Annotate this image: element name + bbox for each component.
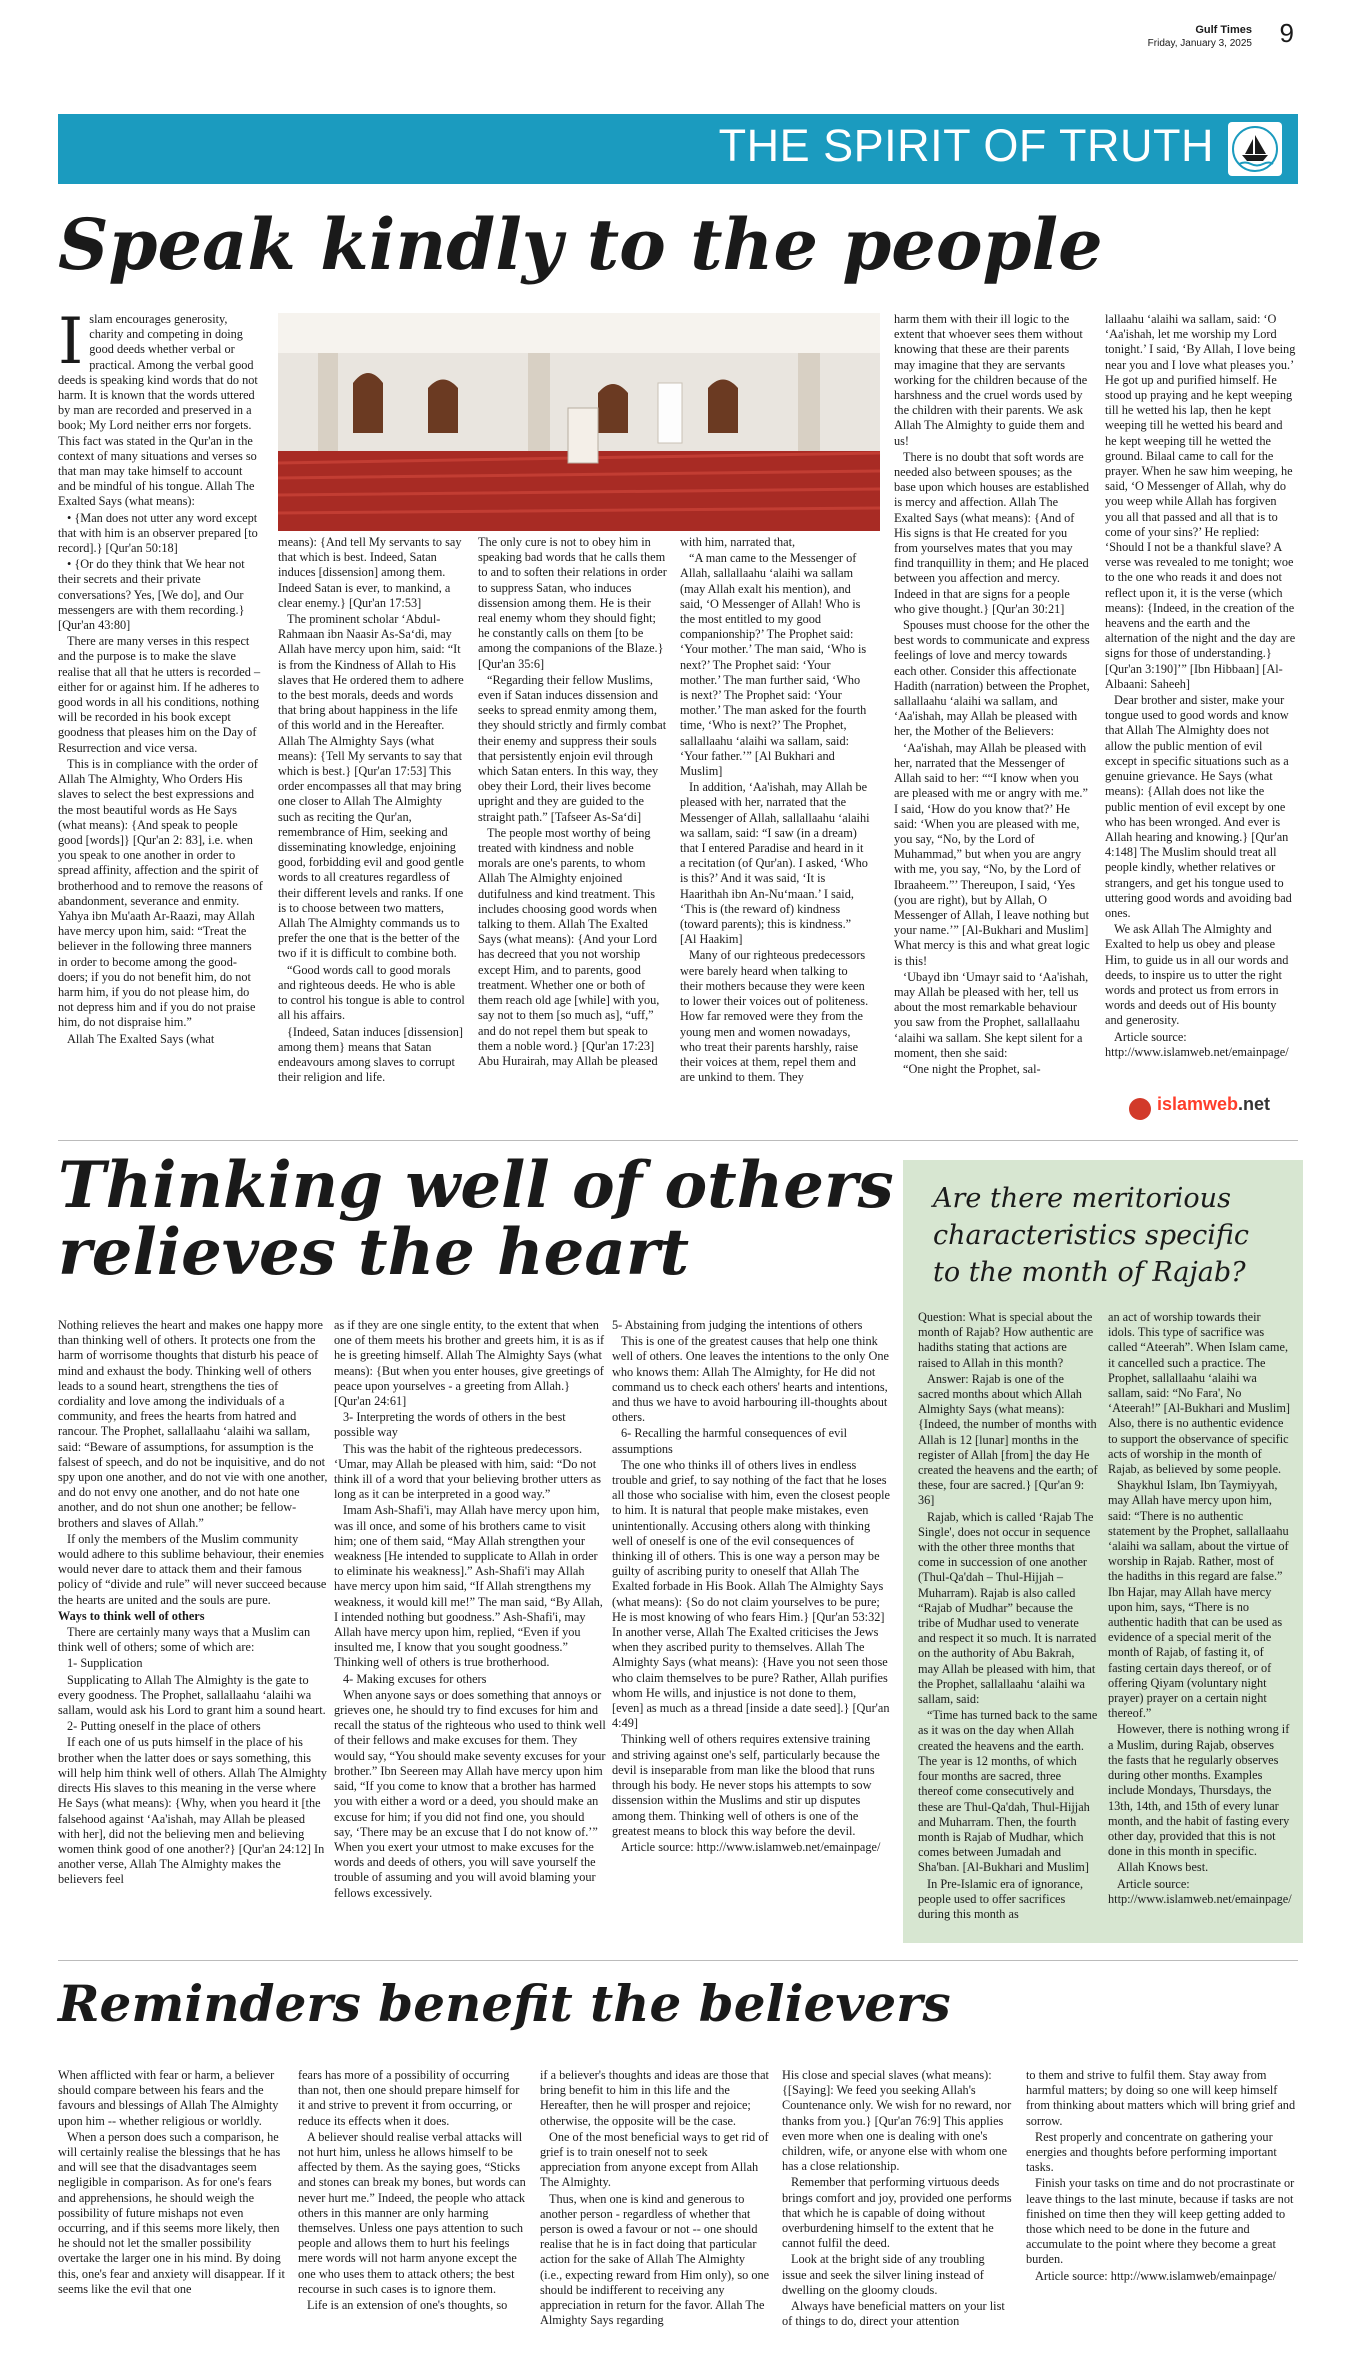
- masthead: [58, 16, 1298, 58]
- article2-para: There are certainly many ways that a Muslim can think well of others; some of which are:: [58, 1625, 311, 1655]
- article3-column-1: [58, 2068, 286, 2358]
- sidebar-para: an act of worship towards their idols. This type of sacrifice was called “Ateerah”. When Islam came, it cancelled such a practice. The Prophet, sallallaahu ‘alaihi wa sallam, said: “No Fara', No ‘Ateerah!” [Al-Bukhari and Muslim] Also, there is no authentic evidence to support the observance of specific acts of worship in the month of Rajab, as believed by some people.: [1108, 1310, 1291, 1477]
- article3-para: When a person does such a comparison, he will certainly realise the blessings that he has and will see that the disadvantages seem negligible in comparison. As for one's fears and apprehensions, he should weigh the possibility of future mishaps not even occurring, and if this seems more likely, then he should not let the smaller possibility overtake the larger one in his mind. By doing this, one's fear and anxiety will disappear. If it seems like the evil that one: [58, 2129, 285, 2296]
- article3-para: if a believer's thoughts and ideas are those that bring benefit to him in this life and the Hereafter, then he will prosper and rejoice; otherwise, the opposite will be the case.: [540, 2068, 769, 2128]
- article1-para: • {Man does not utter any word except that with him is an observer prepared [to record].} [Qur'an 50:18]: [58, 510, 258, 556]
- sidebar-para: However, there is nothing wrong if a Muslim, during Rajab, observes the fasts that he regularly observes during other months. Examples include Mondays, Thursdays, the 13th, 14th, and 15th of every lunar month, and the habit of fasting every other day, provided that this is not done in this month in specific.: [1108, 1722, 1290, 1859]
- article1-column-4: [680, 535, 870, 1085]
- article1-para: Dear brother and sister, make your tongue used to good words and know that Allah The Almighty does not allow the public mention of evil except in specific situations such as a genuine grievance. He Says (what means): {Allah does not like the public mention of evil except by one who has been wronged. And ever is Allah hearing and knowing.} [Qur'an 4:148] The Muslim should treat all people kindly, whether relatives or strangers, and get his tongue used to uttering good words and avoiding bad ones.: [1105, 693, 1292, 920]
- article1-para: harm them with their ill logic to the extent that whoever sees them without knowing that these are their parents may imagine that they are servants working for the children because of the harshness and the cruel words used by the children with their parents. We ask Allah The Almighty to guide them and us!: [894, 312, 1088, 448]
- logo-suffix: .net: [1238, 1094, 1271, 1114]
- article-source: Article source: http://www.islamweb/emainpage/: [1035, 2268, 1277, 2283]
- article1-para: There is no doubt that soft words are needed also between spouses; as the base upon which houses are established is mercy and affection. Allah The Exalted Says (what means): {And of His signs is that He created for you from yourselves mates that you may find tranquillity in them; and He placed between you affection and mercy. Indeed in that are signs for a people who give thought.} [Qur'an 30:21]: [894, 449, 1089, 616]
- article3-para: Look at the bright side of any troubling issue and seek the silver lining instead of dwelling on the gloomy clouds.: [782, 2252, 985, 2297]
- article2-para: This was the habit of the righteous predecessors. ‘Umar, may Allah be pleased with him, said: “Do not think ill of a word that your believing brother utters as long as it can be interpreted in a good way.”: [334, 1441, 602, 1502]
- article2-para: 1- Supplication: [67, 1656, 143, 1671]
- article3-para: Thus, when one is kind and generous to another person - regardless of whether that person is owed a favour or not -- one should realise that he is in fact doing that particular action for the sake of Allah The Almighty (i.e., expecting reward from Him only), so one should be indifferent to receiving any appreciation in return for the favor. Allah The Almighty Says regarding: [540, 2191, 770, 2328]
- article1-para: Allah The Exalted Says (what: [67, 1031, 215, 1046]
- article1-para: “Good words call to good morals and righteous deeds. He who is able to control his tongue is able to control all his affairs.: [278, 962, 465, 1023]
- article2-para: 6- Recalling the harmful consequences of evil assumptions: [612, 1426, 848, 1456]
- article-source: Article source: http://www.islamweb.net/emainpage/: [1108, 1876, 1292, 1906]
- mosque-interior-photo: [278, 313, 880, 531]
- article1-para: “A man came to the Messenger of Allah, sallallaahu ‘alaihi wa sallam (may Allah exalt his mention), and said, ‘O Messenger of Allah! Who is the most entitled to my good companionship?’ The Prophet said: ‘Your mother.’ The man said, ‘Who is next?’ The Prophet said: ‘Your mother.’ The man further said, ‘Who is next?’ The Prophet said: ‘Your mother.’ The man asked for the fourth time, ‘Who is next?’ The Prophet, sallallaahu ‘alaihi wa sallam, said: ‘Your father.’” [Al Bukhari and Muslim]: [680, 551, 867, 779]
- article1-para: lallaahu ‘alaihi wa sallam, said: ‘O ‘Aa'ishah, let me worship my Lord tonight.’ I said, ‘By Allah, I love being near you and I love what pleases you.’ He got up and purified himself. He stood up praying and he kept weeping till he wetted his lap, then he kept weeping till he wetted his beard and he kept weeping till he wetted the ground. Bilaal came to call for the prayer. When he saw him weeping, he said, ‘O Messenger of Allah, why do you weep while Allah has forgiven you all that passed and all that is to come of your sins?’ He replied: ‘Should I not be a thankful slave? A verse was revealed to me tonight; woe to the one who reads it and does not reflect upon it, it is the verse (which means): {Indeed, in the creation of the heavens and the earth and the alternation of the night and the day are signs for those of understanding.}[Qur'an 3:190]’” [Ibn Hibbaan] [Al-Albaani: Saheeh]: [1105, 312, 1296, 691]
- article3-column-5: [1026, 2068, 1298, 2358]
- article2-para: The one who thinks ill of others lives in endless trouble and grief, to say nothing of the fact that he loses all those who socialise with him, even the closest people to him. It is natural that people make mistakes, even unintentionally. Accusing others along with thinking well of oneself is one of the evil consequences of thinking ill of others. This is one way a person may be guilty of ascribing purity to oneself that Allah The Exalted forbade in His Book. Allah The Almighty Says (what means): {So do not claim yourselves to be pure; He is most knowing of who fears Him.} [Qur'an 53:32] In another verse, Allah The Exalted criticises the Jews when they ascribed purity to themselves. Allah The Almighty Says (what means): {Have you not seen those who claim themselves to be pure? Rather, Allah purifies whom He wills, and injustice is not done to them, [even] as much as a thread [inside a date seed].} [Qur'an 4:49]: [612, 1457, 890, 1731]
- article3-para: Rest properly and concentrate on gathering your energies and thoughts before performing important tasks.: [1026, 2129, 1277, 2175]
- article3-para: Always have beneficial matters on your list of things to do, direct your attention: [782, 2299, 1005, 2329]
- article1-para: “One night the Prophet, sal-: [903, 1061, 1041, 1076]
- article1-para: ‘Ubayd ibn ‘Umayr said to ‘Aa'ishah, may Allah be pleased with her, tell us about the most remarkable behaviour you saw from the Prophet, sallallaahu ‘alaihi wa sallam. She kept silent for a moment, then she said:: [894, 969, 1089, 1060]
- article2-para: as if they are one single entity, to the extent that when one of them meets his brother and greets him, it is as if he is greeting himself. Allah The Almighty Says (what means): {But when you enter houses, give greetings of peace upon yourselves - a greeting from Allah.} [Qur'an 24:61]: [334, 1318, 605, 1409]
- article3-para: A believer should realise verbal attacks will not hurt him, unless he allows himself to be affected by them. As the saying goes, “Sticks and stones can break my bones, but words can never hurt me.” Indeed, the people who attack others in this manner are only harming themselves. Unless one pays attention to such people and allows them to hurt his feelings mere words will not harm anyone except the one who uses them to attack others; the best recourse in such cases is to ignore them.: [298, 2129, 526, 2296]
- rajab-sidebar: [903, 1160, 1303, 1943]
- article2-para: When anyone says or does something that annoys or grieves one, he should try to find excuses for him and recall the status of the righteous who used to think well of their fellows and make excuses for them. They would say, “You should make seventy excuses for your brother.” Ibn Seereen may Allah have mercy upon him said, “If you come to know that a brother has harmed you with either a word or a deed, you should make an excuse for him; if you did not find one, you should say, ‘There may be an excuse that I do not know of.’” When you exert your utmost to make excuses for the words and deeds of others, you will save yourself the trouble of assuming and you will avoid blaming your fellows excessively.: [334, 1687, 606, 1900]
- article2-headline-line1: Thinking well of others: [58, 1148, 894, 1223]
- sidebar-para: Question: What is special about the month of Rajab? How authentic are hadiths stating that actions are raised to Allah in this month?: [918, 1310, 1094, 1370]
- article1-para: {Indeed, Satan induces [dissension] among them} means that Satan endeavours among slaves to corrupt their religion and life.: [278, 1024, 463, 1085]
- dropcap: I: [58, 305, 84, 379]
- article2-headline-line2: relieves the heart: [58, 1215, 690, 1291]
- article2-subhead: Ways to think well of others: [58, 1608, 205, 1623]
- article3-para: to them and strive to fulfil them. Stay away from harmful matters; by doing so one will keep himself from thinking about matters which will bring grief and sorrow.: [1026, 2068, 1296, 2128]
- article1-para: This is in compliance with the order of Allah The Almighty, Who Orders His slaves to select the best expressions and the most beautiful words as He Says (what means): {And speak to people good [words]} [Qur'an 2: 83], i.e. when you speak to one another in order to spread affinity, affection and the spirit of brotherhood and to remove the reasons of abandonment, severance and enmity. Yahya ibn Mu'aath Ar-Raazi, may Allah have mercy upon him, said: “Treat the believer in the following three manners in order to become among the good-doers; if you do not benefit him, do not harm him, if you do not please him, do not depress him and if you do not praise him, do not dispraise him.”: [58, 756, 263, 1030]
- article1-para: Many of our righteous predecessors were barely heard when talking to their mothers because they were keen to lower their voices out of politeness. How far removed were they from the young men and women nowadays, who treat their parents harshly, raise their voices at them, repel them and are unkind to them. They: [680, 948, 869, 1085]
- article3-para: Finish your tasks on time and do not procrastinate or leave things to the last minute, because if tasks are not finished on time then they will keep getting added to those which need to be done in the future and accumulate to the point where they become a great burden.: [1026, 2176, 1295, 2267]
- sidebar-para: In Pre-Islamic era of ignorance, people used to offer sacrifices during this month as: [918, 1876, 1084, 1921]
- article2-para: Thinking well of others requires extensive training and striving against one's self, particularly because the devil is inseparable from man like the blood that runs through his body. He never stops his attempts to sow dissension within the Muslims and stir up disputes among them. Thinking well of others is one of the greatest means to block this way before the devil.: [612, 1732, 880, 1838]
- sidebar-column-1: [918, 1310, 1098, 1930]
- logo-text: [1157, 1094, 1270, 1115]
- article3-para: When afflicted with fear or harm, a believer should compare between his fears and the favours and blessings of Allah The Almighty upon him -- whether religious or worldly.: [58, 2068, 279, 2128]
- section-title: THE SPIRIT OF TRUTH: [718, 120, 1214, 171]
- article2-column-2: [334, 1318, 606, 1948]
- article1-para: The people most worthy of being treated with kindness and noble morals are one's parents, to whom Allah The Almighty enjoined dutifulness and kind treatment. This includes choosing good words when talking to them. Allah The Exalted Says (what means): {And your Lord has decreed that you not worship except Him, and to parents, good treatment. Whether one or both of them reach old age [while] with you, say not to them [so much as], “uff,” and do not repel them but speak to them a noble word.} [Qur'an 17:23] Abu Hurairah, may Allah be pleased: [478, 825, 660, 1068]
- article-source: Article source: http://www.islamweb.net/emainpage/: [621, 1839, 881, 1854]
- article3-column-3: [540, 2068, 770, 2358]
- article1-para: Spouses must choose for the other the best words to communicate and express feelings of love and mercy towards each other. Consider this affectionate Hadith (narration) between the Prophet, sallallaahu ‘alaihi wa sallam, and ‘Aa'ishah, may Allah be pleased with her, the Mother of the Believers:: [894, 618, 1090, 739]
- article1-para: with him, narrated that,: [680, 535, 796, 549]
- article3-para: One of the most beneficial ways to get rid of grief is to train oneself not to seek appreciation from anyone except from Allah The Almighty.: [540, 2129, 769, 2190]
- article2-column-3: [612, 1318, 890, 1948]
- article1-text: slam encourages generosity, charity and competing in doing good deeds whether verbal or practical. Among the verbal good deeds is speaking kind words that do not harm. It is known that the words uttered by man are recorded and preserved in a book; My Lord neither errs nor forgets. This fact was stated in the Qur'an in the context of many situations and verses so that man may take himself to account and be mindful of his tongue. Allah The Exalted Says (what means):: [58, 312, 258, 509]
- article1-column-5: [894, 312, 1090, 1076]
- article1-para: means): {And tell My servants to say that which is best. Indeed, Satan induces [dissension] among them. Indeed Satan is ever, to mankind, a clear enemy.} [Qur'an 17:53]: [278, 535, 462, 610]
- article1-column-2: [278, 535, 466, 1085]
- article2-para: 2- Putting oneself in the place of others: [67, 1719, 261, 1734]
- article2-para: 4- Making excuses for others: [343, 1671, 487, 1686]
- article1-column-1: [58, 305, 263, 1057]
- article2-para: If each one of us puts himself in the place of his brother when the latter does or says something, this will help him think well of others. Allah The Almighty directs His slaves to this meaning in the verse where He Says (what means): {Why, when you heard it [the falsehood against ‘Aa'ishah, may Allah be pleased with her], did not the believing men and believing women think good of one another?} [Qur'an 24:12] In another verse, Allah The Almighty makes the believers feel: [58, 1735, 327, 1887]
- logo-name: islamweb: [1157, 1094, 1239, 1114]
- article2-para: 3- Interpreting the words of others in the best possible way: [334, 1410, 566, 1440]
- islamweb-logo: [1119, 1088, 1285, 1128]
- article2-para: If only the members of the Muslim community would adhere to this sublime behaviour, their enemies would never dare to attack them and their famous policy of “divide and rule” will never succeed because the hearts are united and the souls are pure.: [58, 1531, 327, 1607]
- article2-para: Imam Ash-Shafi'i, may Allah have mercy upon him, was ill once, and some of his brothers came to visit him; one of them said, “May Allah strengthen your weakness [He intended to supplicate to Allah in order to eliminate his weakness].” Ash-Shafi'i may Allah have mercy upon him said, “If Allah strengthens my weakness, it would kill me!” The man said, “By Allah, I intended nothing but goodness.” Ash-Shafi'i, may Allah have mercy upon him, replied, “Even if you insulted me, I know that you sought goodness.” Thinking well of others is true brotherhood.: [334, 1503, 603, 1670]
- article1-column-6: [1105, 312, 1297, 1082]
- sidebar-para: Answer: Rajab is one of the sacred months about which Allah Almighty Says (what means): {Indeed, the number of months with Allah is 12 [lunar] months in the register of Allah [from] the day He created the heavens and the earth; of these, four are sacred.} [Qur'an 9: 36]: [918, 1371, 1098, 1508]
- article3-para: Life is an extension of one's thoughts, so: [307, 2298, 508, 2313]
- article1-column-3: [478, 535, 668, 1068]
- article1-headline: Speak kindly to the people: [58, 203, 1103, 286]
- issue-date: Friday, January 3, 2025: [1147, 38, 1252, 49]
- article3-para: His close and special slaves (what means): {[Saying]: We feed you seeking Allah's Countenance only. We wish for no reward, nor thanks from you.} [Qur'an 76:9] This applies even more when one is dealing with one's children, wife, or anyone else with whom one has a close relationship.: [782, 2068, 1012, 2174]
- article3-column-2: [298, 2068, 526, 2358]
- article3-para: Remember that performing virtuous deeds brings comfort and joy, provided one performs that which he is capable of doing without overburdening himself to the extent that he cannot fulfil the deed.: [782, 2175, 1012, 2251]
- logo-mark-icon: [1129, 1098, 1151, 1120]
- section-logo: [1228, 122, 1282, 176]
- article1-para: The only cure is not to obey him in speaking bad words that he calls them to and to soften their relations in order to suppress Satan, who induces dissension among them. He is their real enemy whom they should fight; he constantly calls on them [to be among the companions of the Blaze.} [Qur'an 35:6]: [478, 535, 667, 671]
- paper-info: [1148, 24, 1252, 50]
- sidebar-para: Shaykhul Islam, Ibn Taymiyyah, may Allah have mercy upon him, said: “There is no authentic statement by the Prophet, sallallaahu ‘alaihi wa sallam, about the virtue of worship in Rajab. Rather, most of the hadiths in this regard are false.” Ibn Hajar, may Allah have mercy upon him, says, “There is no authentic hadith that can be used as evidence of a special merit of the month of Rajab, of fasting it, of fasting certain days thereof, or of offering Qiyam (voluntary night prayer) prayer on a certain night thereof.”: [1108, 1478, 1289, 1721]
- article1-para: The prominent scholar ‘Abdul-Rahmaan ibn Naasir As-Sa‘di, may Allah have mercy upon him, said: “It is from the Kindness of Allah to His slaves that He ordered them to adhere to the best morals, deeds and words that bring about happiness in the life of this world and in the Hereafter. Allah The Almighty Says (what means): {Tell My servants to say that which is best.} [Qur'an 17:53] This order encompasses all that may bring one closer to Allah The Almighty such as reciting the Qur'an, remembrance of Him, seeking and disseminating knowledge, enjoining good, forbidding evil and good gentle words to all creatures regardless of their different levels and ranks. If one is to choose between two matters, Allah The Almighty commands us to prefer the one that is the better of the two if it is difficult to combine both.: [278, 612, 464, 961]
- page-number: 9: [1279, 18, 1294, 48]
- article1-para: [58, 305, 263, 510]
- boat-icon: [1228, 122, 1282, 176]
- divider: [58, 1140, 1298, 1141]
- article2-column-1: [58, 1318, 328, 1948]
- sidebar-column-2: [1108, 1310, 1290, 1930]
- photo-illustration: [278, 313, 880, 531]
- article3-column-4: [782, 2068, 1012, 2358]
- article2-para: Supplicating to Allah The Almighty is the gate to every goodness. The Prophet, sallallaahu ‘alaihi wa sallam, would ask his Lord to grant him a sound heart.: [58, 1672, 326, 1718]
- article3-para: fears has more of a possibility of occurring than not, then one should prepare himself for it and strive to prevent it from occurring, or reduce its effects when it does.: [298, 2068, 520, 2128]
- article1-para: There are many verses in this respect and the purpose is to make the slave realise that all that he utters is recorded – either for or against him. If he adheres to good words in all his conditions, nothing will be recorded in his book except goodness that pleases him on the Day of Resurrection and vice versa.: [58, 634, 261, 755]
- article2-para: This is one of the greatest causes that help one think well of others. One leaves the intentions to the only One who knows them: Allah The Almighty, for He did not command us to check each others' hearts and intentions, and thus we have to avoid harbouring ill-thoughts about others.: [612, 1334, 889, 1425]
- article2-para: Nothing relieves the heart and makes one happy more than thinking well of others. It protects one from the harm of worrisome thoughts that disturb his peace of mind and exhaust the body. Thinking well of others leads to a sound heart, strengthens the ties of cordiality and love among the individuals of a community, and frees the hearts from hatred and rancour. The Prophet, sallallaahu ‘alaihi wa sallam, said: “Beware of assumptions, for assumption is the falsest of speech, and do not be inquisitive, and do not spy upon one another, and do not vie with one another, and do not envy one another, and do not hate one another, and do not shun one another; be fellow-brothers and slaves of Allah.”: [58, 1318, 328, 1530]
- sidebar-para: Rajab, which is called ‘Rajab The Single', does not occur in sequence with the other three months that come in succession of one another (Thul-Qa'dah – Thul-Hijjah – Muharram). Rajab is also called “Rajab of Mudhar” because the tribe of Mudhar used to venerate and respect it so much. It is narrated on the authority of Abu Bakrah, may Allah be pleased with him, that the Prophet, sallallaahu ‘alaihi wa sallam, said:: [918, 1509, 1097, 1707]
- sidebar-para: “Time has turned back to the same as it was on the day when Allah created the heavens and the earth. The year is 12 months, of which four months are sacred, three thereof come consecutively and these are Thul-Qa'dah, Thul-Hijjah and Muharram. Then, the fourth month is Rajab of Mudhar, which comes between Jumadah and Sha'ban. [Al-Bukhari and Muslim]: [918, 1708, 1098, 1875]
- sidebar-para: Allah Knows best.: [1117, 1860, 1209, 1875]
- article2-para: 5- Abstaining from judging the intentions of others: [612, 1318, 863, 1332]
- paper-name: Gulf Times: [1195, 24, 1252, 36]
- sidebar-headline: Are there meritorious characteristics specific to the month of Rajab?: [933, 1183, 1250, 1288]
- article1-para: ‘Aa'ishah, may Allah be pleased with her, narrated that the Messenger of Allah said to her: ““I know when you are pleased with me or angry with me.” I said, ‘How do you know that?’ He said: ‘When you are pleased with me, you say, “No, by the Lord of Muhammad,” but when you are angry with me, you say, “No, by the Lord of Ibraaheem.”’ Thereupon, I said, ‘Yes (you are right), but by Allah, O Messenger of Allah, I leave nothing but your name.’” [Al-Bukhari and Muslim] What mercy is this and what great logic is this!: [894, 740, 1090, 968]
- article1-para: “Regarding their fellow Muslims, even if Satan induces dissension and seeks to spread enmity among them, they should strictly and firmly combat their enemy and suppress their souls that persistently enjoin evil through which Satan enters. In this way, they obey their Lord, their lives become upright and they are guided to the straight path.” [Tafseer As-Sa‘di]: [478, 672, 667, 824]
- section-banner: [58, 114, 1298, 184]
- article1-para: In addition, ‘Aa'ishah, may Allah be pleased with her, narrated that the Messenger of Allah, sallallaahu ‘alaihi wa sallam, said: “I saw (in a dream) that I entered Paradise and heard in it a recitation (of Qur'an). I asked, ‘Who is this?’ And it was said, ‘It is Haarithah ibn An-Nu‘maan.’ I said, ‘This is (the reward of) kindness (toward parents); this is kindness.” [Al Haakim]: [680, 780, 870, 947]
- article3-headline: Reminders benefit the believers: [58, 1974, 951, 2033]
- article1-para: We ask Allah The Almighty and Exalted to help us obey and please Him, to guide us in all our words and deeds, to inspire us to utter the right words and protect us from errors in words and deeds out of His bounty and generosity.: [1105, 922, 1289, 1028]
- article1-para: • {Or do they think that We hear not their secrets and their private conversations? Yes, [We do], and Our messengers are with them recording.} [Qur'an 43:80]: [58, 557, 245, 633]
- article2-headline: [58, 1148, 898, 1291]
- article-source: Article source: http://www.islamweb.net/emainpage/: [1105, 1029, 1289, 1059]
- divider: [58, 1960, 1298, 1961]
